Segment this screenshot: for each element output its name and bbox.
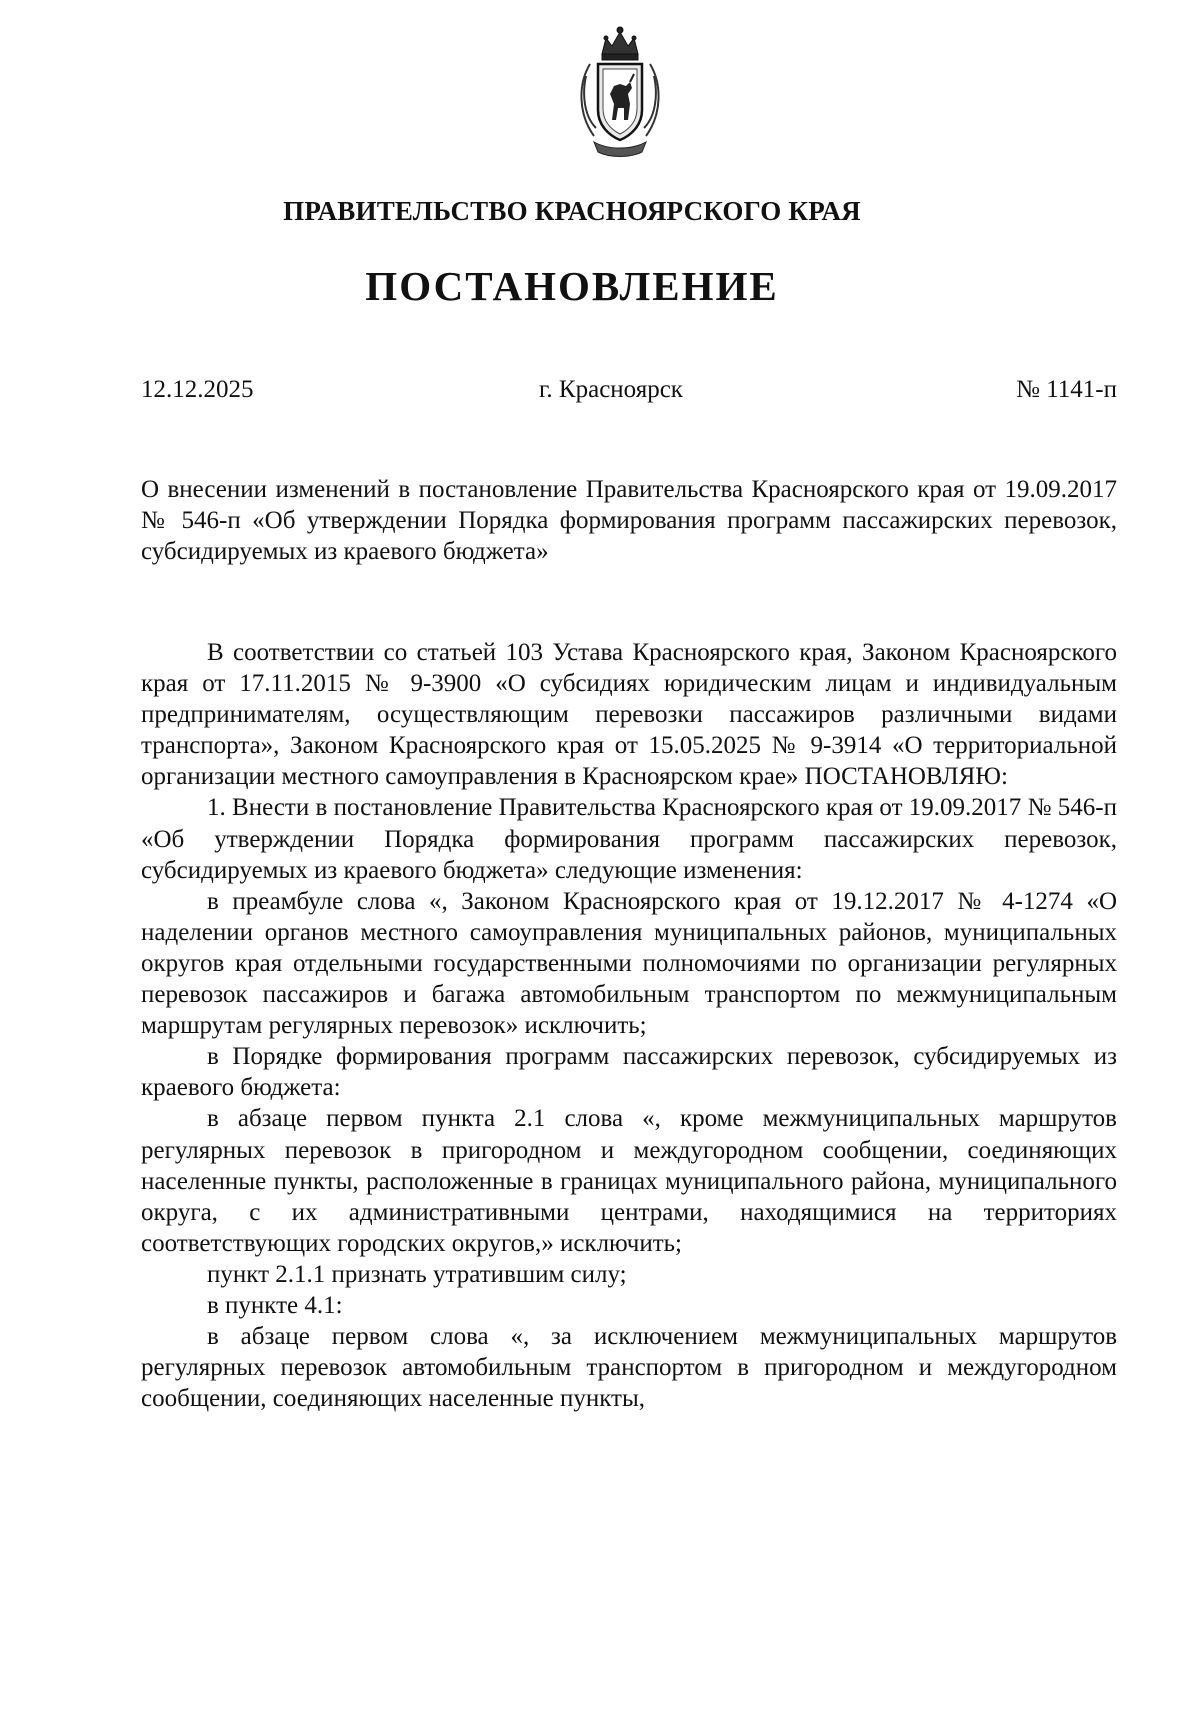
document-meta	[141, 376, 1117, 410]
paragraph: в абзаце первом слова «, за исключением межмуниципальных маршрутов регулярных перевозок автомобильным транспортом в пригородном и междугородном сообщении, соединяющих населенные пункты,	[141, 1323, 1117, 1413]
document-type-title: ПОСТАНОВЛЕНИЕ	[365, 263, 779, 309]
document-subject	[141, 474, 1117, 567]
paragraph: 1. Внести в постановление Правительства Красноярского края от 19.09.2017 № 546-п «Об утверждении Порядка формирования программ пассажирских перевозок, субсидируемых из краевого бюджета» следующие изменения:	[141, 794, 1117, 884]
paragraph: пункт 2.1.1 признать утратившим силу;	[207, 1260, 627, 1288]
document-city: г. Красноярск	[539, 376, 683, 403]
document-date: 12.12.2025	[141, 376, 254, 403]
paragraph: в абзаце первом пункта 2.1 слова «, кроме межмуниципальных маршрутов регулярных перевозок в пригородном и междугородном сообщении, соединяющих населенные пункты, расположенные в границах муниципального района, муниципального округа, с их административными центрами, находящимися на территориях соответствующих городских округов,» исключить;	[141, 1105, 1117, 1257]
paragraph: в Порядке формирования программ пассажирских перевозок, субсидируемых из краевого бюджета:	[141, 1043, 1117, 1102]
subject-text: О внесении изменений в постановление Правительства Красноярского края от 19.09.2017 № 546-п «Об утверждении Порядка формирования программ пассажирских перевозок, субсидируемых из краевого бюджета»	[141, 476, 1117, 565]
document-body	[141, 637, 1117, 1414]
coat-of-arms-icon	[572, 24, 668, 162]
paragraph: в преамбуле слова «, Законом Красноярского края от 19.12.2017 № 4-1274 «О наделении органов местного самоуправления муниципальных районов, муниципальных округов края отдельными государственными полномочиями по организации регулярных перевозок пассажиров и багажа автомобильным транспортом по межмуниципальным маршрутам регулярных перевозок» исключить;	[141, 887, 1117, 1040]
paragraph: В соответствии со статьей 103 Устава Красноярского края, Законом Красноярского края от 17.11.2015 № 9-3900 «О субсидиях юридическим лицам и индивидуальным предпринимателям, осуществляющим перевозки пассажиров различными видами транспорта», Законом Красноярского края от 15.05.2025 № 9-3914 «О территориальной организации местного самоуправления в Красноярском крае» ПОСТАНОВЛЯЮ:	[141, 639, 1117, 791]
document-number: № 1141-п	[1016, 376, 1117, 403]
organization-title: ПРАВИТЕЛЬСТВО КРАСНОЯРСКОГО КРАЯ	[283, 196, 861, 226]
paragraph: в пункте 4.1:	[207, 1291, 343, 1319]
